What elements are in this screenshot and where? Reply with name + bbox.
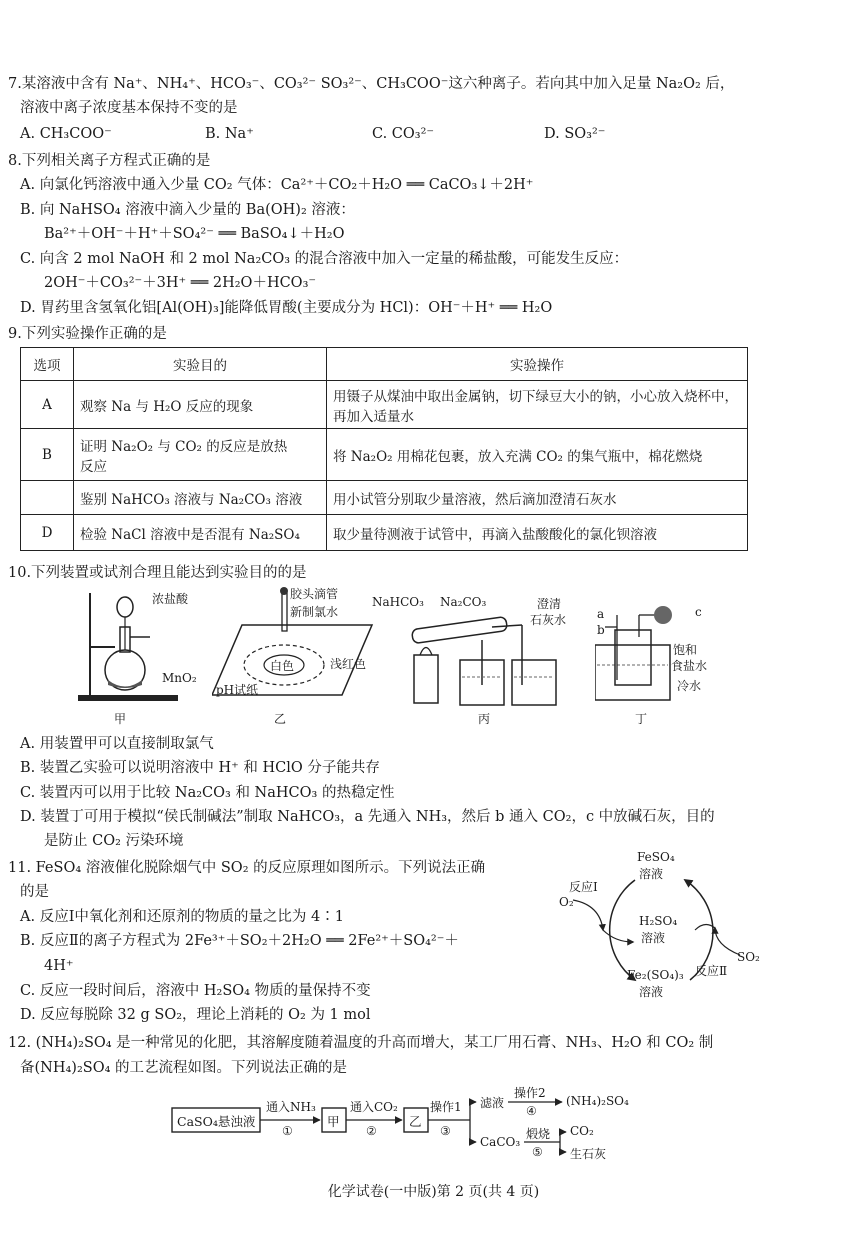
figure-ding-caption: 丁 [635,712,648,726]
label-reaction-1: 反应Ⅰ [569,880,598,894]
label-cold-water: 冷水 [677,679,702,693]
figure-ding [595,585,715,730]
label-reaction-2: 反应Ⅱ [695,964,728,978]
table-row [21,429,748,481]
flow-step2-number: ② [366,1124,377,1138]
q10-option-d-line2: 是防止 CO₂ 污染环境 [44,833,184,849]
q9-stem: 9.下列实验操作正确的是 [8,326,167,342]
table-cell [74,429,327,481]
label-so2: SO₂ [737,950,760,964]
label-inlet-a: a [597,607,605,621]
q8-option-a: A. 向氯化钙溶液中通入少量 CO₂ 气体：Ca²⁺＋CO₂＋H₂O ══ CaCO₃↓＋2H⁺ [20,177,534,193]
q12-process-flow [170,1086,640,1170]
table-row [21,515,748,551]
q8-option-b-line1: B. 向 NaHSO₄ 溶液中滴入少量的 Ba(OH)₂ 溶液： [20,202,355,218]
table-cell [21,481,74,515]
table-cell: 鉴别 NaHCO₃ 溶液与 Na₂CO₃ 溶液 [74,481,327,515]
label-inlet-b: b [597,623,605,637]
flow-box-yi: 乙 [409,1114,422,1129]
table-row [21,481,748,515]
label-o2: O₂ [559,895,574,909]
q12-stem-line1: 12. (NH₄)₂SO₄ 是一种常见的化肥，其溶解度随着温度的升高而增大，某工厂用石膏、NH₃、H₂O 和 CO₂ 制 [8,1035,714,1051]
label-dropper: 胶头滴管 [290,587,339,601]
q11-stem-line1: 11. FeSO₄ 溶液催化脱除烟气中 SO₂ 的反应原理如图所示。下列说法正确 [8,860,486,876]
q7-option-c: C. CO₃²⁻ [372,126,435,142]
q8-option-c-line2: 2OH⁻＋CO₃²⁻＋3H⁺ ══ 2H₂O＋HCO₃⁻ [44,275,317,291]
q10-option-a: A. 用装置甲可以直接制取氯气 [20,736,214,752]
flow-filtrate: 滤液 [480,1096,505,1110]
label-fe2so43: Fe₂(SO₄)₃ [627,968,684,982]
figure-bing [372,585,577,730]
q7-stem-line2: 溶液中离子浓度基本保持不变的是 [20,100,238,116]
q10-stem: 10.下列装置或试剂合理且能达到实验目的的是 [8,565,307,581]
label-h2so4: H₂SO₄ [639,914,678,928]
q11-option-b-line2: 4H⁺ [44,958,74,974]
flow-caco3: CaCO₃ [480,1135,521,1149]
q10-option-d-line1: D. 装置丁可用于模拟“侯氏制碱法”制取 NaHCO₃，a 先通入 NH₃，然后 b 通入 CO₂，c 中放碱石灰，目的 [20,809,715,825]
cell-line: 用镊子从煤油中取出金属钠，切下绿豆大小的钠，小心放入烧杯中， [333,388,738,405]
flow-step3-label: 操作1 [430,1100,462,1114]
table-cell: A [21,381,74,429]
label-solution-1: 溶液 [639,867,664,881]
label-na2co3: Na₂CO₃ [440,595,487,609]
flow-box-caso4: CaSO₄悬浊液 [177,1114,256,1129]
q11-cycle-figure [555,850,770,1000]
q8-option-b-line2: Ba²⁺＋OH⁻＋H⁺＋SO₄²⁻ ══ BaSO₄↓＋H₂O [44,226,345,242]
label-light-red: 浅红色 [330,657,367,671]
figure-bing-caption: 丙 [478,712,491,726]
label-nahco3: NaHCO₃ [372,595,424,609]
label-white: 白色 [270,659,295,673]
label-chlorine-water: 新制氯水 [290,605,339,619]
table-header: 实验操作 [327,348,748,381]
table-cell [327,381,748,429]
flow-box-jia: 甲 [327,1114,340,1129]
label-solution-2: 溶液 [641,931,666,945]
q8-stem: 8.下列相关离子方程式正确的是 [8,153,211,169]
table-header: 选项 [21,348,74,381]
q12-stem-line2: 备(NH₄)₂SO₄ 的工艺流程如图。下列说法正确的是 [20,1060,348,1076]
table-row [21,381,748,429]
label-feso4: FeSO₄ [637,850,675,864]
q11-stem-line2: 的是 [20,884,49,900]
label-ph-paper: pH试纸 [216,683,259,697]
q11-option-d: D. 反应每脱除 32 g SO₂，理论上消耗的 O₂ 为 1 mol [20,1007,371,1023]
page-footer: 化学试卷(一中版)第 2 页(共 4 页) [327,1184,540,1200]
label-inlet-c: c [695,605,702,619]
cell-line: 证明 Na₂O₂ 与 CO₂ 的反应是放热 [80,438,288,455]
label-clear: 澄清 [537,597,562,611]
table-header: 实验目的 [74,348,327,381]
table-cell: 观察 Na 与 H₂O 反应的现象 [74,381,327,429]
cell-line: 再加入适量水 [333,408,414,425]
label-mno2: MnO₂ [162,671,197,685]
flow-calcination-number: ⑤ [532,1145,543,1159]
table-cell: D [21,515,74,551]
figure-jia [70,585,200,730]
flow-step3-number: ③ [440,1124,451,1138]
flow-calcination-label: 煅烧 [526,1127,551,1141]
flow-step1-label: 通入NH₃ [266,1100,316,1114]
flow-co2: CO₂ [570,1124,594,1138]
flow-step1-number: ① [282,1124,293,1138]
figure-yi [212,585,387,730]
label-solution-3: 溶液 [639,985,664,999]
label-limewater: 石灰水 [530,613,567,627]
label-conc-hcl: 浓盐酸 [152,592,189,606]
q11-option-b-line1: B. 反应Ⅱ的离子方程式为 2Fe³⁺＋SO₂＋2H₂O ══ 2Fe²⁺＋SO₄²⁻＋ [20,933,459,949]
flow-op2-number: ④ [526,1104,537,1118]
flow-product: (NH₄)₂SO₄ [566,1094,629,1108]
q8-option-d: D. 胃药里含氢氧化铝[Al(OH)₃]能降低胃酸(主要成分为 HCl)：OH⁻＋H⁺ ══ H₂O [20,300,553,316]
label-brine: 食盐水 [671,659,708,673]
flow-quicklime: 生石灰 [570,1147,607,1161]
q11-option-c: C. 反应一段时间后，溶液中 H₂SO₄ 物质的量保持不变 [20,983,371,999]
table-cell: 将 Na₂O₂ 用棉花包裹，放入充满 CO₂ 的集气瓶中，棉花燃烧 [327,429,748,481]
table-cell: 取少量待测液于试管中，再滴入盐酸酸化的氯化钡溶液 [327,515,748,551]
figure-yi-caption: 乙 [274,712,287,726]
q7-option-a: A. CH₃COO⁻ [20,126,112,142]
q9-table [20,347,748,551]
label-saturated: 饱和 [673,643,698,657]
q10-option-b: B. 装置乙实验可以说明溶液中 H⁺ 和 HClO 分子能共存 [20,760,380,776]
table-cell: 检验 NaCl 溶液中是否混有 Na₂SO₄ [74,515,327,551]
table-cell: B [21,429,74,481]
q8-option-c-line1: C. 向含 2 mol NaOH 和 2 mol Na₂CO₃ 的混合溶液中加入一定量的稀盐酸，可能发生反应： [20,251,629,267]
figure-jia-caption: 甲 [114,712,127,726]
flow-op2-label: 操作2 [514,1086,546,1100]
q7-option-d: D. SO₃²⁻ [544,126,606,142]
q7-option-b: B. Na⁺ [205,126,254,142]
table-header-row [21,348,748,381]
flow-step2-label: 通入CO₂ [350,1100,398,1114]
cell-line: 反应 [80,458,107,475]
q7-stem-line1: 7.某溶液中含有 Na⁺、NH₄⁺、HCO₃⁻、CO₃²⁻ SO₃²⁻、CH₃COO⁻这六种离子。若向其中加入足量 Na₂O₂ 后， [8,76,735,92]
table-cell: 用小试管分别取少量溶液，然后滴加澄清石灰水 [327,481,748,515]
q11-option-a: A. 反应Ⅰ中氧化剂和还原剂的物质的量之比为 4∶1 [20,909,344,925]
q10-option-c: C. 装置丙可以用于比较 Na₂CO₃ 和 NaHCO₃ 的热稳定性 [20,785,395,801]
